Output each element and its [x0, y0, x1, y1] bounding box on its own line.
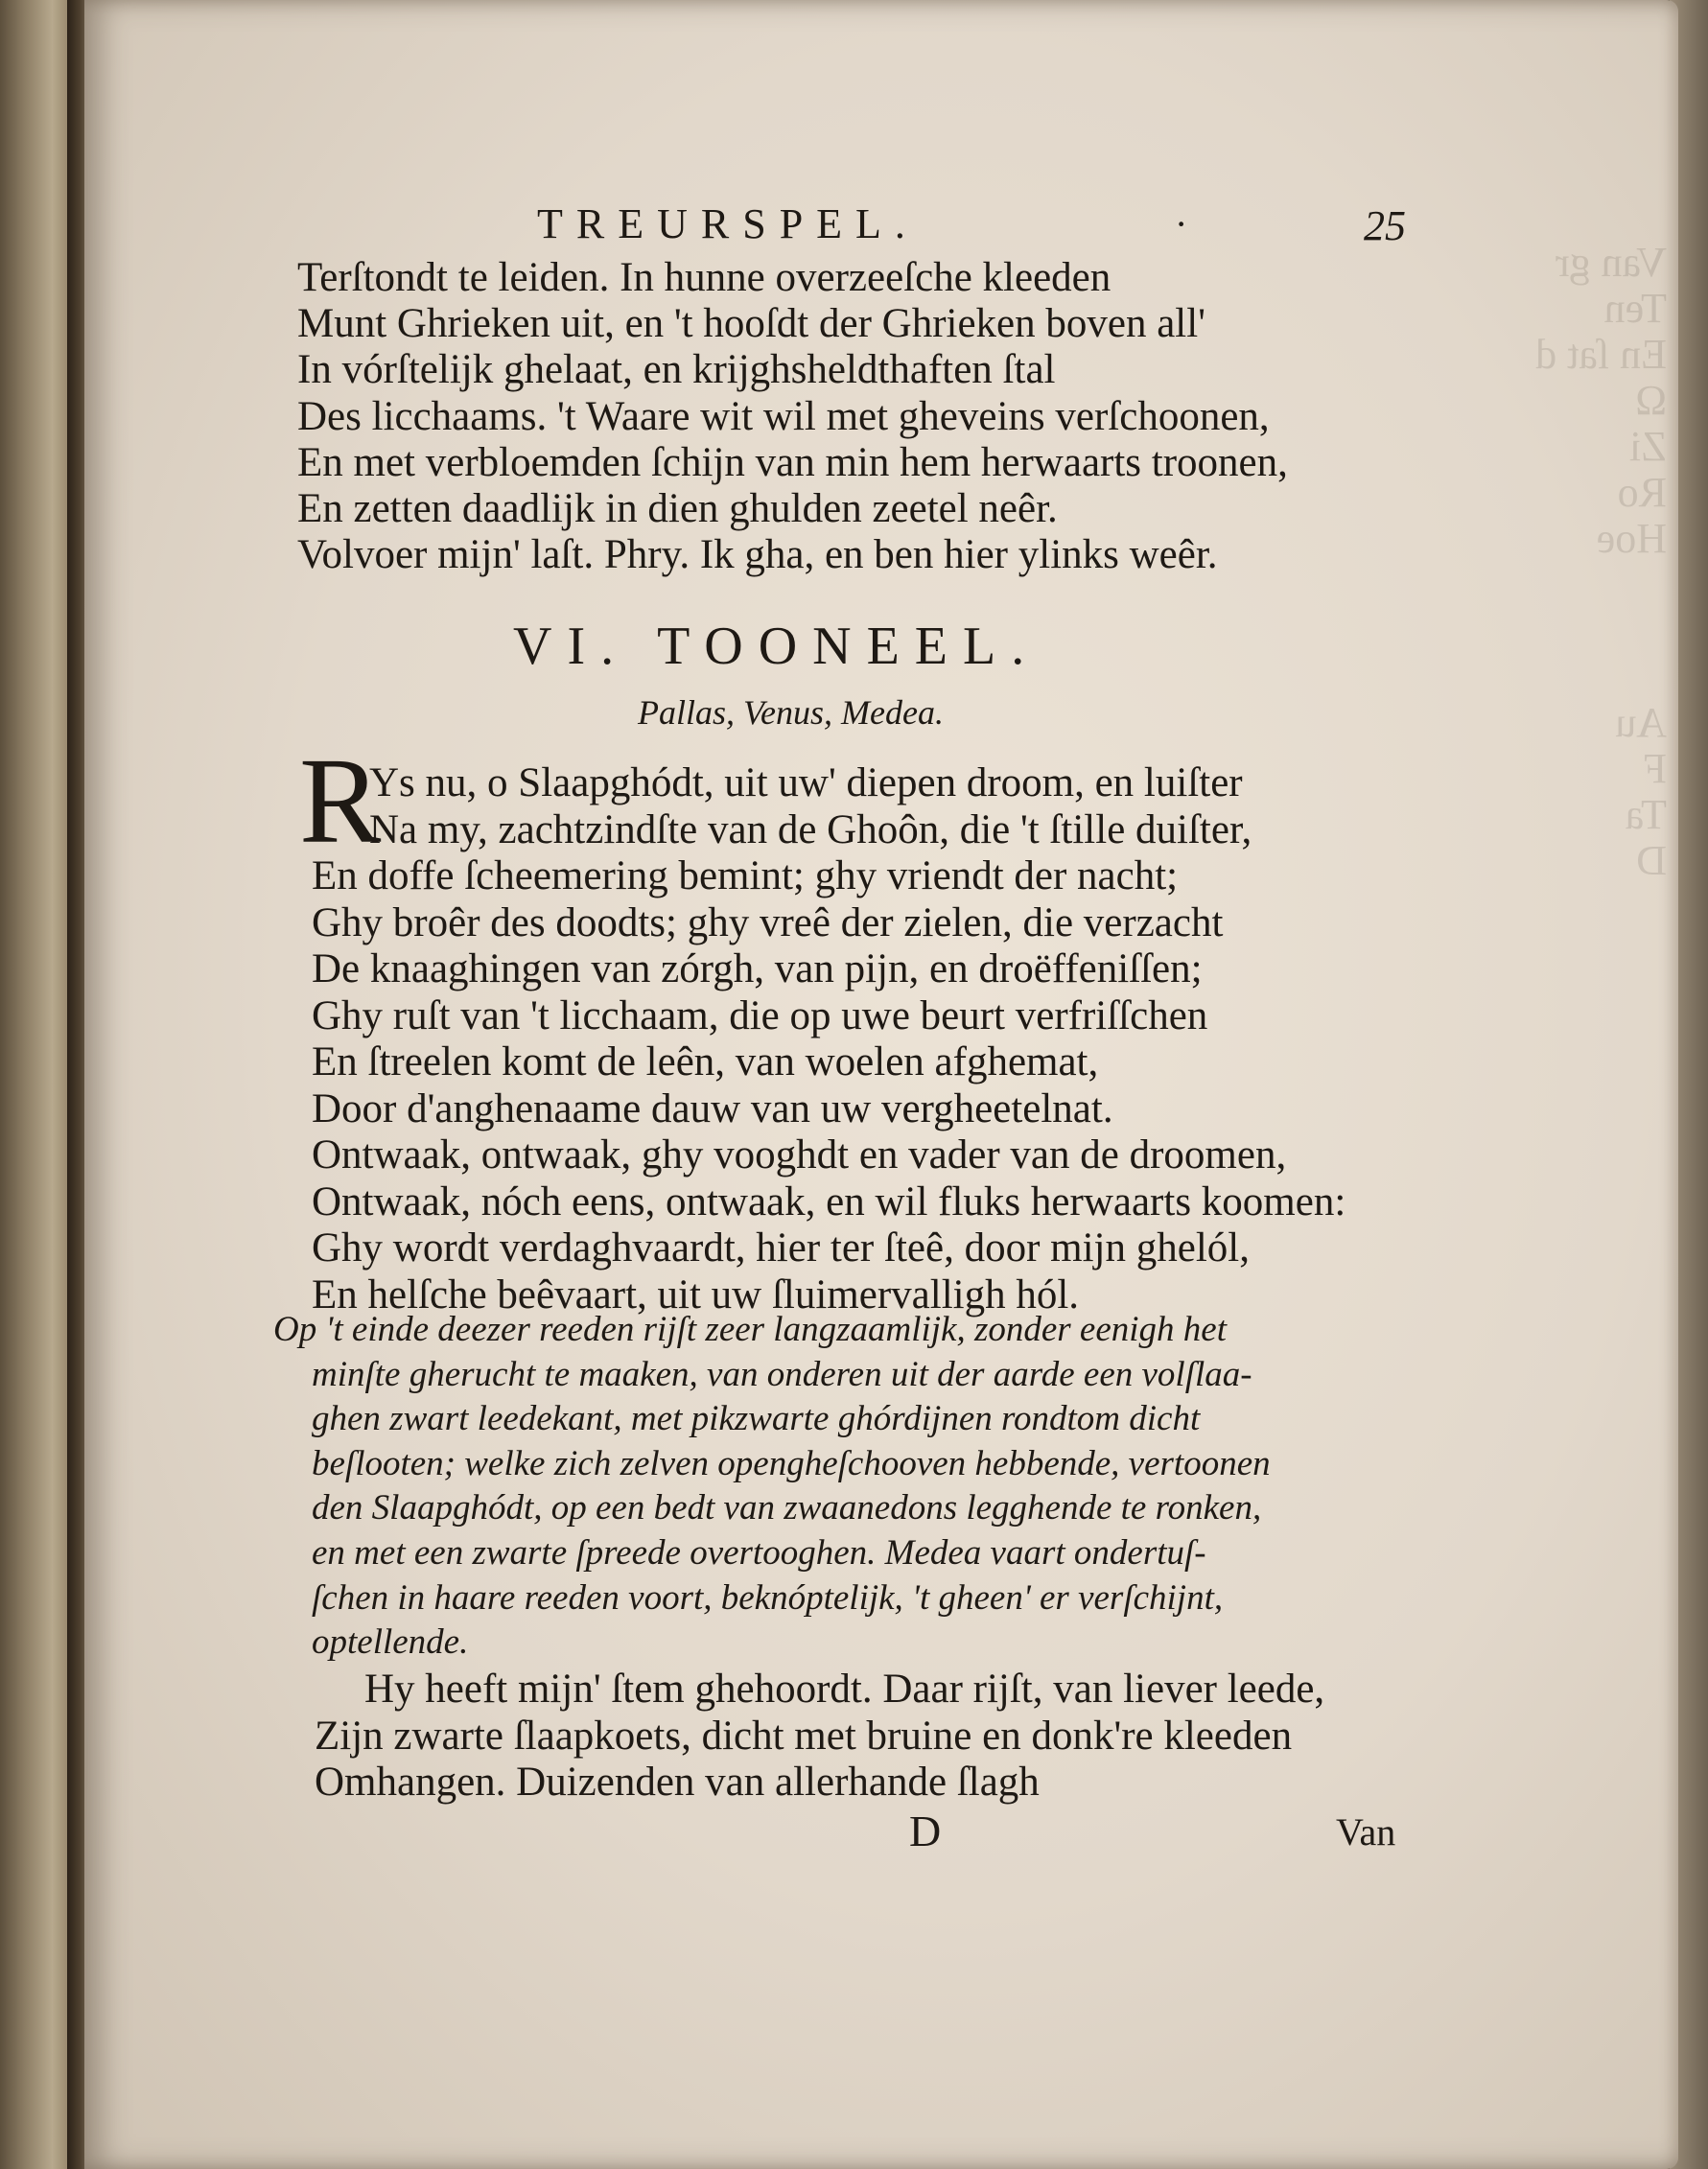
verse-line: Ghy broêr des doodts; ghy vreê der zielen, die verzacht	[312, 899, 1224, 945]
running-head: TREURSPEL.	[537, 200, 919, 247]
stage-direction-line: en met een zwarte ſpreede overtooghen. Medea vaart ondertuſ-	[312, 1532, 1206, 1573]
page-number: 25	[1364, 202, 1406, 249]
verse-line: En doffe ſcheemering bemint; ghy vriendt der nacht;	[312, 853, 1179, 898]
verse-line: Ys nu, o Slaapghódt, uit uw' diepen droom, en luiſter	[369, 760, 1243, 805]
verse-line: Zijn zwarte ſlaapkoets, dicht met bruine en donk're kleeden	[315, 1713, 1293, 1759]
verse-line: Ghy ruſt van 't licchaam, die op uwe beurt verfriſſchen	[312, 992, 1208, 1038]
verse-line: Ontwaak, nóch eens, ontwaak, en wil fluks herwaarts koomen:	[312, 1178, 1346, 1224]
verse-line: De knaaghingen van zórgh, van pijn, en droëffeniſſen;	[312, 946, 1203, 991]
verse-line: Na my, zachtzindſte van de Ghoôn, die 't ſtille duiſter,	[369, 806, 1252, 852]
verse-line: En met verbloemden ſchijn van min hem herwaarts troonen,	[297, 439, 1288, 485]
verse-line: En ſtreelen komt de leên, van woelen afghemat,	[312, 1039, 1099, 1084]
stage-direction-line: ghen zwart leedekant, met pikzwarte ghórdijnen rondtom dicht	[312, 1399, 1201, 1439]
scene-heading: VI. TOONEEL.	[513, 617, 1041, 676]
verse-line: Terſtondt te leiden. In hunne overzeeſche kleeden	[297, 255, 1111, 300]
show-through-text: Van gr Ten En ſat d Ω Zi Ro Hoe Au F Ta D	[1535, 240, 1667, 884]
catchword: Van	[1336, 1810, 1396, 1854]
stage-direction-line: Op 't einde deezer reeden rijſt zeer langzaamlijk, zonder eenigh het	[273, 1310, 1228, 1349]
verse-line: Door d'anghenaame dauw van uw vergheetelnat.	[312, 1085, 1113, 1131]
stage-direction-line: ſchen in haare reeden voort, beknóptelijk, 't gheen' er verſchijnt,	[312, 1577, 1224, 1618]
verse-line: Hy heeft mijn' ſtem ghehoordt. Daar rijſt, van liever leede,	[364, 1667, 1325, 1712]
speech-block-continued	[315, 1667, 1324, 1807]
verse-line: En zetten daadlijk in dien ghulden zeetel neêr.	[297, 485, 1058, 531]
stage-direction-line: optellende.	[312, 1622, 469, 1663]
signature-mark: D	[909, 1807, 942, 1855]
running-head-ornament-dot: ·	[1175, 202, 1188, 245]
stage-direction-line: beſlooten; welke zich zelven opengheſchooven hebbende, vertoonen	[312, 1443, 1271, 1483]
stage-direction-line: minſte gherucht te maaken, van onderen uit der aarde een volſlaa-	[312, 1354, 1252, 1394]
character-list: Pallas, Venus, Medea.	[638, 693, 944, 732]
verse-line: In vórſtelijk ghelaat, en krijghsheldthaften ſtal	[297, 347, 1056, 393]
verse-line: Volvoer mijn' laſt. Phry. Ik gha, en ben hier ylinks weêr.	[297, 532, 1218, 578]
stage-direction-line: den Slaapghódt, op een bedt van zwaanedons legghende te ronken,	[312, 1488, 1262, 1528]
verse-block-top	[297, 255, 1288, 578]
drop-cap: R	[299, 733, 382, 869]
verse-line: Omhangen. Duizenden van allerhande ſlagh	[315, 1760, 1040, 1805]
verse-line: En helſche beêvaart, uit uw ſluimervalligh hól.	[312, 1271, 1080, 1318]
verse-line: Ontwaak, ontwaak, ghy vooghdt en vader van de droomen,	[312, 1132, 1287, 1178]
verse-line: Munt Ghrieken uit, en 't hooſdt der Ghrieken boven all'	[297, 301, 1205, 347]
speech-block-medea	[312, 760, 1345, 1318]
verse-line: Ghy wordt verdaghvaardt, hier ter ſteê, door mijn ghelól,	[312, 1225, 1250, 1271]
previous-page-edge	[0, 0, 75, 2169]
verse-line: Des licchaams. 't Waare wit wil met gheveins verſchoonen,	[297, 393, 1270, 439]
stage-direction	[273, 1308, 1271, 1666]
